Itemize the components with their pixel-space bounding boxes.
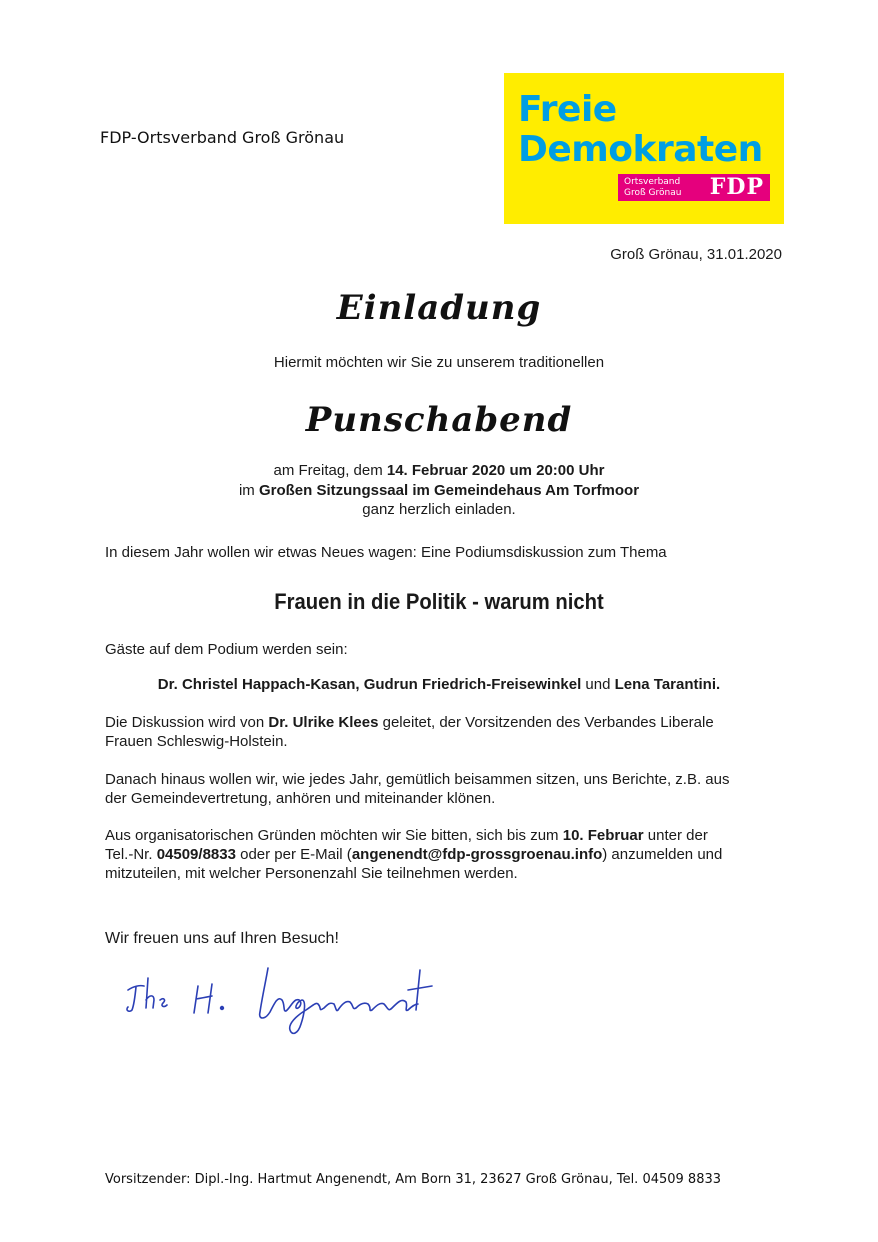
logo-line-freie: Freie [518, 89, 617, 130]
logo-sub-ortsverband: Ortsverband [624, 177, 681, 187]
event-date: 14. Februar 2020 um 20:00 Uhr [386, 462, 605, 479]
registration-suffix: unter der [643, 827, 708, 844]
event-location-prefix: im [238, 482, 259, 499]
event-location: Großen Sitzungssaal im Gemeindehaus Am Torfmoor [258, 482, 640, 499]
intro-line: Hiermit möchten wir Sie zu unserem traditionellen [273, 354, 605, 371]
logo-badge [618, 174, 770, 201]
footer-chairman-info: Vorsitzender: Dipl.-Ing. Hartmut Angenendt, Am Born 31, 23627 Groß Grönau, Tel. 04509 8833 [105, 1172, 722, 1187]
moderator-suffix: geleitet, der Vorsitzenden des Verbandes Liberale [378, 714, 714, 731]
guest-names [0, 676, 878, 693]
paragraph-afterwards-line2: der Gemeindevertretung, anhören und miteinander klönen. [105, 790, 496, 807]
guest-names-und: und [581, 676, 615, 693]
event-location-line [0, 482, 878, 499]
logo-party-name: FDP [709, 174, 764, 200]
guest-names-primary: Dr. Christel Happach-Kasan, Gudrun Friedrich-Freisewinkel [157, 676, 582, 693]
paragraph-registration-line1 [105, 826, 785, 845]
moderator-prefix: Die Diskussion wird von [105, 714, 269, 731]
fdp-logo [504, 73, 784, 224]
organization-name: FDP-Ortsverband Groß Grönau [100, 128, 345, 147]
guest-name-last: Lena Tarantini. [614, 676, 721, 693]
paragraph-moderator-line2: Frauen Schleswig-Holstein. [105, 733, 288, 750]
paragraph-registration-line3: mitzuteilen, mit welcher Personenzahl Sie teilnehmen werden. [105, 865, 518, 882]
registration-prefix: Aus organisatorischen Gründen möchten wir Sie bitten, sich bis zum [105, 827, 563, 844]
event-invite-line: ganz herzlich einladen. [362, 501, 516, 518]
logo-sub-location: Groß Grönau [624, 188, 682, 198]
paragraph-topic-intro: In diesem Jahr wollen wir etwas Neues wagen: Eine Podiumsdiskussion zum Thema [105, 544, 667, 561]
paragraph-moderator-line1 [105, 713, 785, 732]
paragraph-registration-line2 [105, 845, 785, 864]
registration-deadline: 10. Februar [562, 827, 644, 844]
event-date-line [0, 462, 878, 479]
logo-line-demokraten: Demokraten [518, 129, 763, 170]
registration-line2-suffix: ) anzumelden und [602, 846, 723, 863]
email-label: oder per E-Mail ( [235, 846, 352, 863]
closing-line: Wir freuen uns auf Ihren Besuch! [105, 930, 339, 947]
moderator-name: Dr. Ulrike Klees [268, 714, 379, 731]
paragraph-afterwards-line1: Danach hinaus wollen wir, wie jedes Jahr, gemütlich beisammen sitzen, uns Berichte, z.B. aus [105, 771, 730, 788]
event-name: Punschabend [305, 400, 573, 440]
handwritten-signature [120, 950, 470, 1040]
paragraph-guests: Gäste auf dem Podium werden sein: [105, 641, 348, 658]
phone-label: Tel.-Nr. [105, 846, 157, 863]
phone-number: 04509/8833 [156, 846, 236, 863]
invitation-title: Einladung [336, 288, 542, 328]
event-date-prefix: am Freitag, dem [273, 462, 387, 479]
discussion-topic: Frauen in die Politik - warum nicht [274, 589, 604, 614]
letter-date: Groß Grönau, 31.01.2020 [610, 246, 782, 263]
email-address: angenendt@fdp-grossgroenau.info [351, 846, 603, 863]
